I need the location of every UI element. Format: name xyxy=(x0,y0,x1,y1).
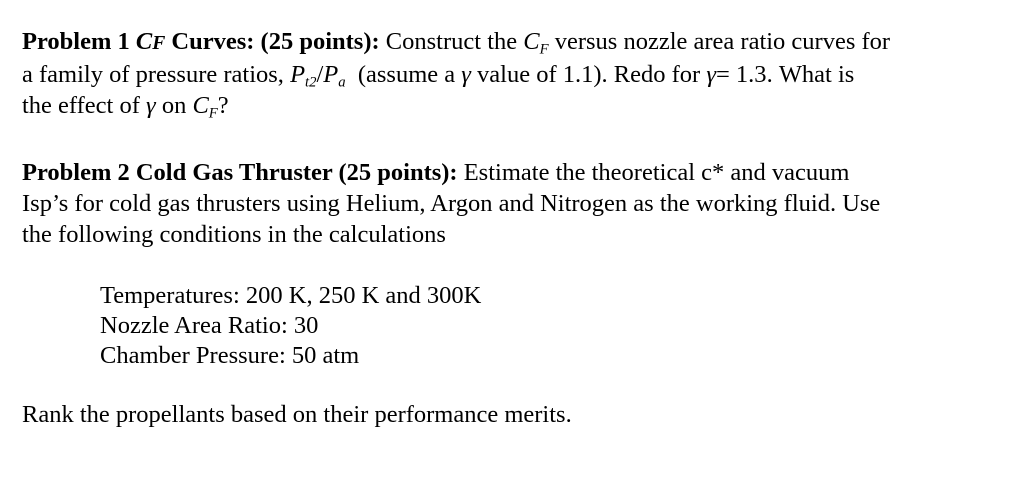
ratio-denominator: P xyxy=(323,61,339,88)
cf-heading-symbol xyxy=(136,28,165,55)
problem-1-line-2-text-c: value of 1.1). Redo for xyxy=(477,61,701,88)
condition-chamber-pressure: Chamber Pressure: 50 atm xyxy=(100,342,360,369)
pressure-ratio xyxy=(290,61,346,91)
conditions-list xyxy=(100,281,900,371)
gamma-symbol: γ xyxy=(461,61,471,88)
problem-1-line-3 xyxy=(22,90,1012,121)
problem-1-heading xyxy=(22,28,380,55)
problem-2-heading: Problem 2 Cold Gas Thruster (25 points): xyxy=(22,159,458,186)
cf-symbol xyxy=(523,28,549,58)
gamma-value: = 1.3 xyxy=(715,61,767,88)
gamma-symbol-3: γ xyxy=(146,92,156,119)
problem-1-heading-suffix: Curves: (25 points): xyxy=(171,28,380,55)
cf-symbol-2 xyxy=(192,92,218,122)
problem-2-line-3: the following conditions in the calculations xyxy=(22,221,446,248)
problem-1-line-1 xyxy=(22,26,1012,59)
problem-1-text-b: versus nozzle area ratio curves for xyxy=(554,28,891,55)
cf-heading-sub: F xyxy=(152,33,166,54)
problem-2-paragraph xyxy=(22,157,1012,250)
cf-sub: F xyxy=(539,41,549,58)
problem-1-line-2 xyxy=(22,59,1012,90)
problem-1-line-3-text-b: on xyxy=(161,92,187,119)
problem-2-line-1-text: Estimate the theoretical c* and vacuum xyxy=(463,159,850,186)
question-mark: ? xyxy=(217,92,229,119)
problem-2-line-1 xyxy=(22,157,1012,188)
ratio-numerator-sub: t2 xyxy=(305,74,317,91)
cf-heading-letter: C xyxy=(135,28,153,55)
condition-area-ratio: Nozzle Area Ratio: 30 xyxy=(100,312,319,339)
problem-1-line-2-text-b: (assume a xyxy=(357,61,456,88)
rank-text: Rank the propellants based on their performance merits. xyxy=(22,401,572,428)
problem-2-line-2: Isp’s for cold gas thrusters using Helium, Argon and Nitrogen as the working fluid. Use xyxy=(22,190,881,217)
problem-1-heading-prefix: Problem 1 xyxy=(22,28,130,55)
ratio-denominator-sub: a xyxy=(338,74,346,91)
problem-1-line-2-text-d: . What is xyxy=(766,61,855,88)
cf-letter: C xyxy=(523,28,540,55)
problem-1-paragraph xyxy=(22,26,1012,121)
gamma-symbol-2: γ xyxy=(706,61,716,88)
cf-letter-2: C xyxy=(192,92,209,119)
condition-temperatures: Temperatures: 200 K, 250 K and 300K xyxy=(100,282,482,309)
cf-sub-2: F xyxy=(208,105,218,122)
problem-1-text-a: Construct the xyxy=(385,28,518,55)
ratio-slash: / xyxy=(316,61,324,88)
ratio-numerator: P xyxy=(290,61,306,88)
problem-1-line-3-text-a: the effect of xyxy=(22,92,140,119)
problem-1-line-2-text-a: a family of pressure ratios, xyxy=(22,61,284,88)
rank-instruction xyxy=(22,399,1012,430)
